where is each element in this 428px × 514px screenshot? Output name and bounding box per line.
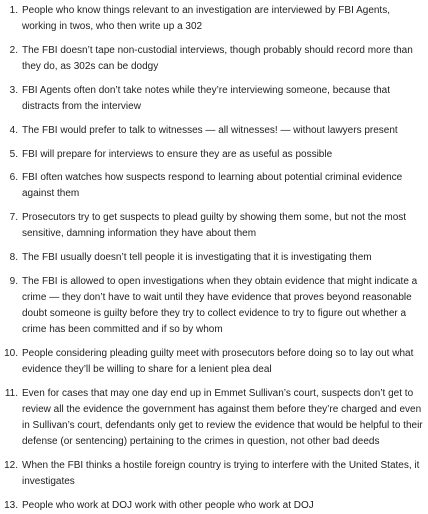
item-number: 5. [9,148,18,160]
item-text: Prosecutors try to get suspects to plead guilty by showing them some, but not the most sensitive, damning information they have about them [22,212,407,240]
item-text: When the FBI thinks a hostile foreign country is trying to interfere with the United States, it investigates [22,459,420,487]
item-text: The FBI usually doesn’t tell people it is investigating that it is investigating them [22,252,372,264]
list-item [0,498,424,514]
item-number: 13. [4,499,18,511]
item-text: FBI will prepare for interviews to ensure they are as useful as possible [22,148,333,160]
list-item [0,210,424,242]
list-item [0,458,424,490]
list-item [0,43,424,75]
list-item [0,83,424,115]
item-number: 3. [9,84,18,96]
list-item [0,170,424,202]
item-text: The FBI doesn’t tape non-custodial interviews, though probably should record more than they do, as 302s can be dodgy [22,44,413,72]
item-number: 8. [9,252,18,264]
item-text: FBI Agents often don’t take notes while they’re interviewing someone, because that distracts from the interview [22,84,390,112]
item-number: 10. [4,348,18,360]
list-item [0,250,424,266]
item-number: 2. [9,44,18,56]
list-item [0,386,424,450]
item-number: 4. [9,124,18,136]
item-text: People considering pleading guilty meet with prosecutors before doing so to lay out what evidence they’ll be willing to share for a lenient plea deal [22,348,414,376]
list-item [0,3,424,35]
item-text: FBI often watches how suspects respond to learning about potential criminal evidence against them [22,172,403,200]
item-text: The FBI would prefer to talk to witnesses — all witnesses! — without lawyers present [22,124,398,136]
item-number: 9. [9,276,18,288]
item-number: 12. [4,459,18,471]
item-number: 11. [4,387,18,399]
item-number: 7. [9,212,18,224]
list-item [0,123,424,139]
item-number: 1. [9,5,18,16]
item-number: 6. [9,172,18,184]
list-item [0,147,424,163]
item-text: Even for cases that may one day end up in Emmet Sullivan’s court, suspects don’t get to review all the evidence the government has against them before they’re charged and even in Sullivan’s court, defendants only get to review the evidence that would be helpful to their defense (or sentencing) pertaining to the crimes in question, not other bad deeds [22,387,423,447]
item-text: The FBI is allowed to open investigations when they obtain evidence that might indicate a crime — they don’t have to wait until they have evidence that proves beyond reasonable doubt someone is guilty before they try to collect evidence to try to figure out whether a crime has been committed and if so by whom [22,276,418,336]
list-item [0,274,424,338]
numbered-list [0,3,424,514]
item-text: People who work at DOJ work with other people who work at DOJ [22,499,314,511]
list-item [0,346,424,378]
item-text: People who know things relevant to an investigation are interviewed by FBI Agents, working in twos, who then write up a 302 [22,5,390,32]
